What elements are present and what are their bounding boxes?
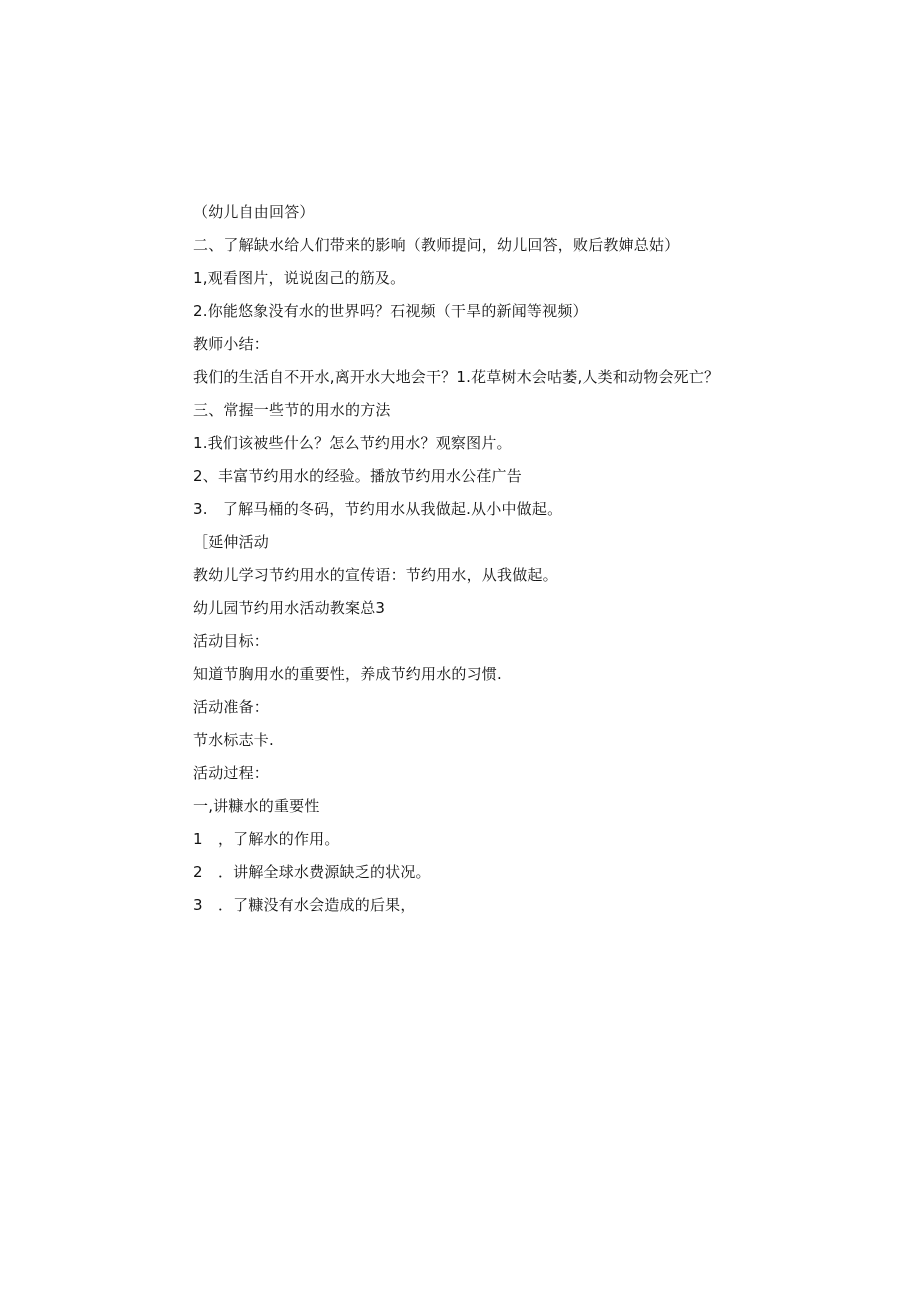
heading-section-three: 三、常握一些节的用水的方法 — [193, 401, 391, 419]
list-item: 3. 了解马桶的冬码，节约用水从我做起.从小中做起。 — [193, 500, 563, 518]
list-item: 2.你能悠象没有水的世界吗？石视频（干旱的新闻等视频） — [193, 302, 588, 320]
list-item: 1,观看图片，说说囱己的筋及。 — [193, 269, 406, 287]
list-item: 2 ．讲解全球水费源缺乏的状况。 — [193, 863, 431, 881]
activity-goal-label: 活动目标： — [193, 632, 270, 650]
line-free-answer: （幼儿自由回答） — [193, 203, 315, 221]
document-body — [193, 200, 813, 926]
lesson-plan-title: 幼儿园节约用水活动教案总3 — [193, 599, 386, 617]
paragraph: 教幼儿学习节约用水的宣传语：节约用水，从我做起。 — [193, 566, 558, 584]
activity-preparation-label: 活动准备： — [193, 698, 270, 716]
paragraph: 节水标志卡. — [193, 731, 274, 749]
heading-section-two: 二、了解缺水给人们带来的影响（教师提问，幼儿回答，败后教婶总姑） — [193, 236, 680, 254]
list-item: 3 ．了糠没有水会造成的后果， — [193, 896, 416, 914]
list-item: 1.我们该被些什么？怎么节约用水？观察图片。 — [193, 434, 512, 452]
paragraph: 知道节胸用水的重要性，养成节约用水的习惯. — [193, 665, 502, 683]
list-item: 1 ，了解水的作用。 — [193, 830, 340, 848]
extension-activity-heading: ［延伸活动 — [193, 533, 270, 551]
teacher-summary-label: 教师小结： — [193, 335, 270, 353]
list-item: 2、丰富节约用水的经验。播放节约用水公荏广告 — [193, 467, 522, 485]
activity-process-label: 活动过程： — [193, 764, 270, 782]
heading-section-one: 一,讲糠水的重要性 — [193, 797, 320, 815]
paragraph: 我们的生活自不开水,离开水大地会干？1.花草树木会咕萎,人类和动物会死亡？ — [193, 368, 720, 386]
